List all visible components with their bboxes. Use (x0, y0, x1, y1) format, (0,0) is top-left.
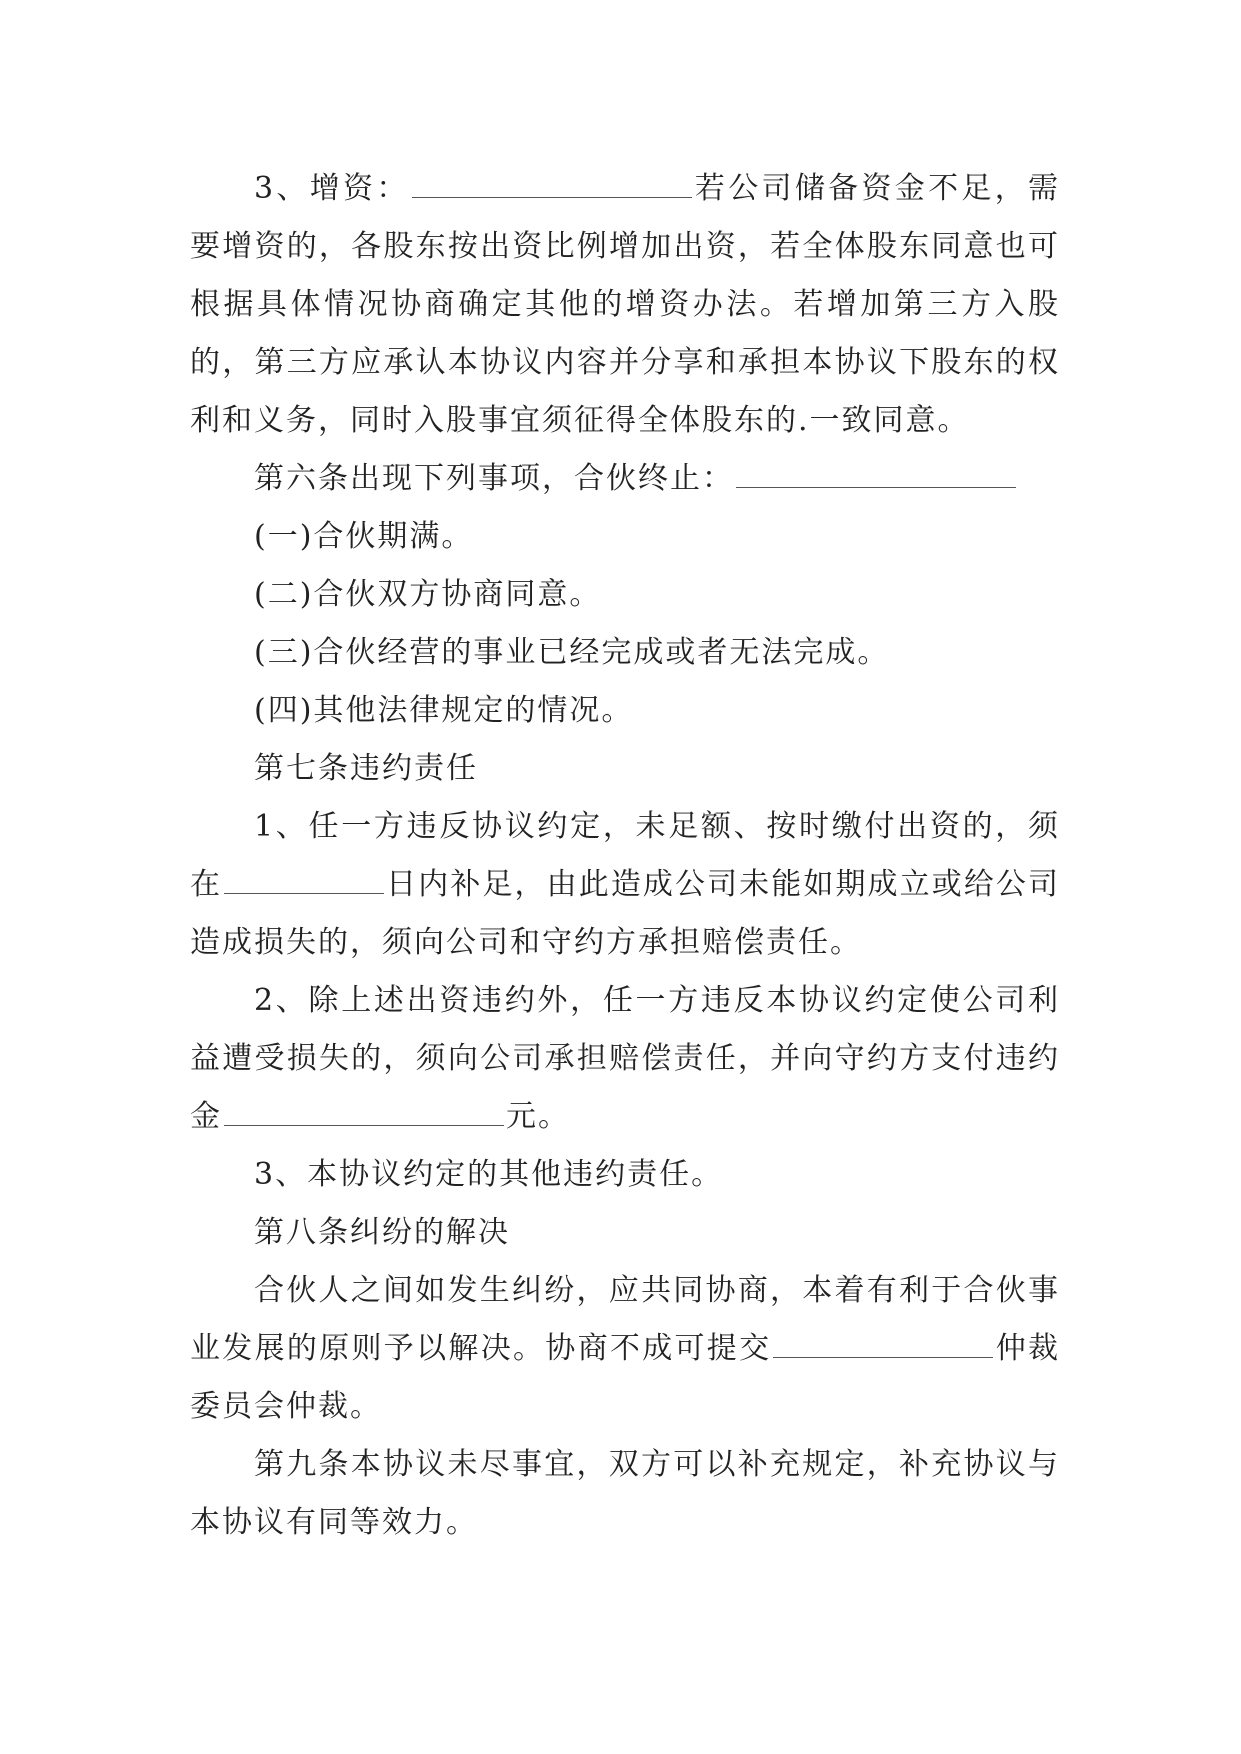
paragraph-text: 合伙人之间如发生纠纷，应共同协商，本着有利于合伙事业发展的原则予以解决。协商不成可提交 (190, 1273, 1060, 1366)
paragraph-text: 日内补足，由此造成公司未能如期成立或给公司造成损失的，须向公司和守约方承担赔偿责任。 (190, 867, 1061, 960)
paragraph-article-6 (190, 450, 1060, 508)
blank-line (773, 1327, 993, 1358)
heading-article-7: 第七条违约责任 (254, 751, 478, 786)
blank-line (736, 457, 1016, 488)
list-item-2: (二)合伙双方协商同意。 (254, 577, 602, 612)
paragraph-text: 2、除上述出资违约外，任一方违反本协议约定使公司利益遭受损失的，须向公司承担赔偿责任，并向守约方支付违约金 (190, 983, 1060, 1134)
paragraph-text: 第六条出现下列事项，合伙终止： (254, 461, 734, 496)
paragraph-text: 若公司储备资金不足，需要增资的，各股东按出资比例增加出资，若全体股东同意也可根据具体情况协商确定其他的增资办法。若增加第三方入股的，第三方应承认本协议内容并分享和承担本协议下股东的权利和义务，同时入股事宜须征得全体股东的.一致同意。 (190, 171, 1060, 438)
blank-line (412, 167, 692, 198)
blank-line (224, 1095, 504, 1126)
paragraph-article-9: 第九条本协议未尽事宜，双方可以补充规定，补充协议与本协议有同等效力。 (190, 1447, 1060, 1540)
paragraph-text: 仲裁委员会仲裁。 (190, 1331, 1061, 1424)
blank-line (224, 863, 384, 894)
paragraph-breach-1 (190, 798, 1060, 972)
heading-article-8: 第八条纠纷的解决 (254, 1215, 510, 1250)
paragraph-breach-2 (190, 972, 1060, 1146)
paragraph-breach-3: 3、本协议约定的其他违约责任。 (254, 1157, 724, 1192)
paragraph-dispute (190, 1262, 1060, 1436)
document-body (190, 160, 1060, 1552)
paragraph-capital-increase (190, 160, 1060, 450)
paragraph-text: 元。 (506, 1099, 570, 1134)
list-item-4: (四)其他法律规定的情况。 (254, 693, 634, 728)
paragraph-text: 3、增资： (254, 171, 410, 206)
paragraph-text: 1、任一方违反协议约定，未足额、按时缴付出资的，须在 (190, 809, 1060, 902)
list-item-3: (三)合伙经营的事业已经完成或者无法完成。 (254, 635, 890, 670)
list-item-1: (一)合伙期满。 (254, 519, 474, 554)
